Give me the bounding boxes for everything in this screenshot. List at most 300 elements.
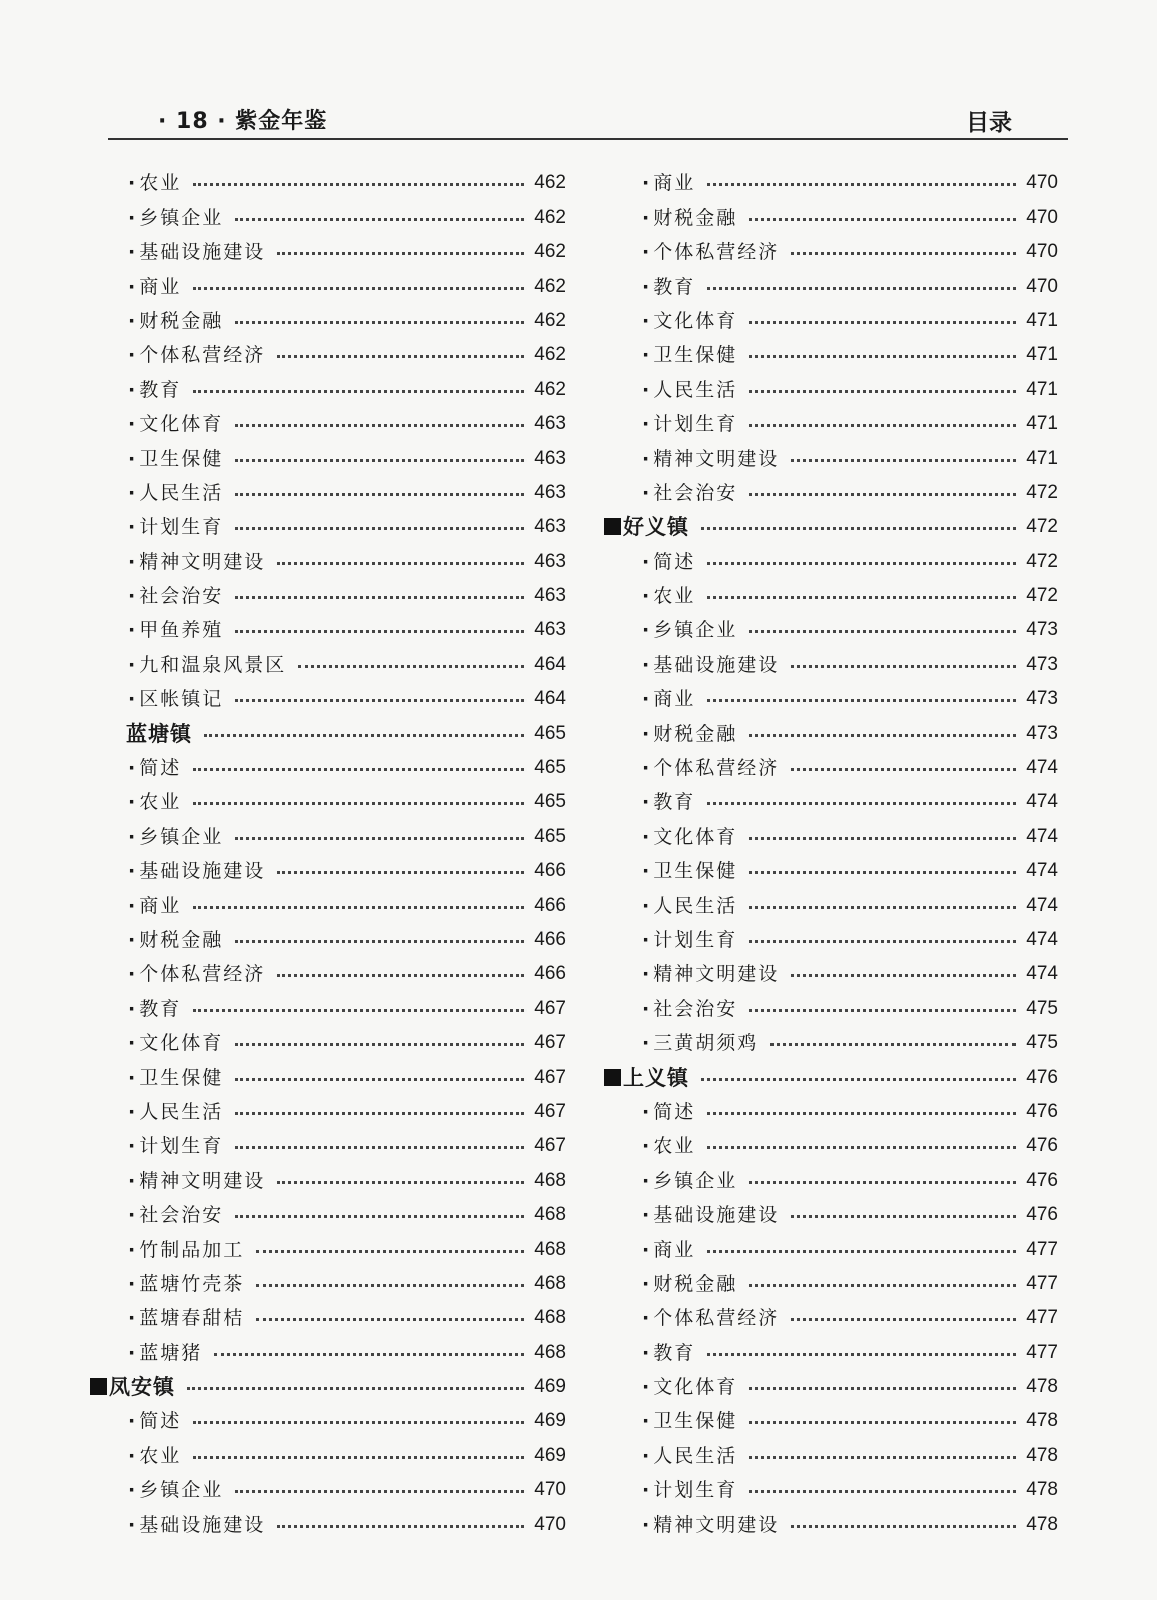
toc-page-number: 463 bbox=[534, 516, 566, 538]
toc-entry-title bbox=[604, 309, 737, 333]
toc-entry[interactable] bbox=[604, 1330, 1058, 1364]
toc-label-text: 基础设施建设 bbox=[139, 1513, 266, 1536]
toc-entry[interactable] bbox=[90, 677, 566, 711]
toc-entry-title bbox=[90, 550, 265, 574]
toc-entry-title bbox=[90, 790, 181, 814]
toc-entry-title bbox=[604, 1272, 737, 1296]
toc-page-number: 468 bbox=[534, 1204, 566, 1226]
toc-entry-title bbox=[90, 1238, 244, 1262]
toc-entry-title bbox=[90, 618, 223, 642]
toc-entry-title bbox=[604, 687, 695, 711]
toc-entry[interactable] bbox=[90, 1193, 566, 1227]
toc-entry-title bbox=[604, 378, 737, 402]
toc-entry[interactable] bbox=[90, 505, 566, 539]
toc-label-text: 上义镇 bbox=[623, 1065, 689, 1090]
toc-entry[interactable] bbox=[90, 746, 566, 780]
toc-page-number: 462 bbox=[534, 378, 566, 400]
toc-entry[interactable] bbox=[604, 299, 1058, 333]
dot-leader bbox=[791, 1318, 1016, 1321]
dot-leader bbox=[791, 974, 1016, 977]
toc-entry-title bbox=[90, 1341, 202, 1365]
toc-label-text: 商业 bbox=[653, 688, 696, 711]
dot-leader bbox=[256, 1318, 524, 1321]
toc-entry[interactable] bbox=[90, 986, 566, 1020]
toc-label-text: 蓝塘春甜桔 bbox=[139, 1307, 245, 1330]
toc-entry[interactable] bbox=[90, 1227, 566, 1261]
toc-entry-title bbox=[604, 343, 737, 367]
toc-label-text: 个体私营经济 bbox=[139, 344, 266, 367]
toc-label-text: 个体私营经济 bbox=[139, 963, 266, 986]
toc-label-text: 简述 bbox=[139, 1410, 182, 1433]
toc-entry-title bbox=[90, 1066, 223, 1090]
toc-label-text: 财税金融 bbox=[653, 722, 738, 745]
dot-leader bbox=[235, 1078, 524, 1081]
dot-leader bbox=[235, 1490, 524, 1493]
toc-page-number: 465 bbox=[534, 825, 566, 847]
toc-page-number: 472 bbox=[1026, 585, 1058, 607]
toc-entry-title bbox=[604, 275, 695, 299]
toc-page-number: 468 bbox=[534, 1272, 566, 1294]
toc-left-column bbox=[90, 161, 566, 1537]
toc-label-text: 农业 bbox=[139, 1444, 182, 1467]
dot-leader bbox=[204, 734, 524, 737]
toc-entry-title bbox=[90, 584, 223, 608]
toc-entry[interactable] bbox=[604, 1193, 1058, 1227]
toc-label-text: 商业 bbox=[653, 172, 696, 195]
toc-page-number: 474 bbox=[1026, 757, 1058, 779]
toc-label-text: 人民生活 bbox=[139, 1100, 224, 1123]
toc-entry[interactable] bbox=[604, 1365, 1058, 1399]
toc-page-number: 471 bbox=[1026, 378, 1058, 400]
toc-page-number: 469 bbox=[534, 1410, 566, 1432]
square-bullet-icon bbox=[604, 1069, 621, 1086]
toc-page-number: 467 bbox=[534, 997, 566, 1019]
dot-leader bbox=[791, 252, 1016, 255]
toc-label-text: 基础设施建设 bbox=[653, 653, 780, 676]
toc-entry[interactable] bbox=[604, 849, 1058, 883]
toc-entry-title bbox=[90, 1134, 223, 1158]
toc-entry[interactable] bbox=[90, 1399, 566, 1433]
toc-page-number: 476 bbox=[1026, 1169, 1058, 1191]
toc-entry-title bbox=[90, 343, 265, 367]
toc-entry[interactable] bbox=[90, 1296, 566, 1330]
toc-entry[interactable] bbox=[90, 539, 566, 573]
toc-entry[interactable] bbox=[604, 436, 1058, 470]
toc-entry[interactable] bbox=[90, 299, 566, 333]
toc-page-number: 474 bbox=[1026, 825, 1058, 847]
dot-leader bbox=[235, 218, 524, 221]
toc-label-text: 计划生育 bbox=[139, 1135, 224, 1158]
toc-entry[interactable] bbox=[604, 1468, 1058, 1502]
toc-entry-title bbox=[90, 378, 181, 402]
dot-leader bbox=[193, 183, 524, 186]
toc-label-text: 财税金融 bbox=[139, 928, 224, 951]
toc-entry[interactable] bbox=[90, 1158, 566, 1192]
toc-entry[interactable] bbox=[604, 918, 1058, 952]
toc-entry[interactable] bbox=[90, 608, 566, 642]
toc-entry-title bbox=[90, 447, 223, 471]
toc-page-number: 472 bbox=[1026, 550, 1058, 572]
toc-label-text: 人民生活 bbox=[653, 1444, 738, 1467]
toc-entry[interactable] bbox=[90, 230, 566, 264]
toc-label-text: 人民生活 bbox=[653, 894, 738, 917]
toc-entry-title bbox=[90, 1169, 265, 1193]
toc-entry[interactable] bbox=[604, 780, 1058, 814]
toc-entry[interactable] bbox=[90, 1262, 566, 1296]
toc-entry[interactable] bbox=[604, 746, 1058, 780]
toc-label-text: 简述 bbox=[653, 550, 696, 573]
toc-entry[interactable] bbox=[604, 195, 1058, 229]
toc-entry-title bbox=[90, 1100, 223, 1124]
toc-page-number: 464 bbox=[534, 688, 566, 710]
toc-page-number: 477 bbox=[1026, 1272, 1058, 1294]
toc-right-column bbox=[604, 161, 1058, 1537]
dot-leader bbox=[277, 562, 524, 565]
toc-entry-title bbox=[604, 1100, 695, 1124]
dot-leader bbox=[707, 699, 1016, 702]
toc-entry-title bbox=[604, 618, 737, 642]
square-bullet-icon bbox=[90, 1378, 107, 1395]
toc-entry-title bbox=[604, 653, 779, 677]
toc-entry-title bbox=[604, 481, 737, 505]
toc-page-number: 476 bbox=[1026, 1066, 1058, 1088]
toc-label-text: 精神文明建设 bbox=[653, 963, 780, 986]
toc-entry-title bbox=[604, 447, 779, 471]
dot-leader bbox=[235, 1043, 524, 1046]
toc-entry[interactable] bbox=[604, 1502, 1058, 1536]
dot-leader bbox=[235, 837, 524, 840]
toc-entry-title bbox=[604, 1169, 737, 1193]
dot-leader bbox=[214, 1353, 524, 1356]
toc-page-number: 478 bbox=[1026, 1479, 1058, 1501]
toc-entry[interactable] bbox=[604, 1399, 1058, 1433]
toc-entry[interactable] bbox=[604, 1433, 1058, 1467]
toc-entry-title bbox=[604, 240, 779, 264]
toc-entry[interactable] bbox=[604, 230, 1058, 264]
toc-label-text: 卫生保健 bbox=[139, 447, 224, 470]
dot-leader bbox=[791, 768, 1016, 771]
toc-entry-title bbox=[90, 206, 223, 230]
dot-leader bbox=[298, 665, 524, 668]
toc-entry[interactable] bbox=[90, 1124, 566, 1158]
toc-entry[interactable] bbox=[604, 677, 1058, 711]
toc-entry[interactable] bbox=[604, 608, 1058, 642]
dot-leader bbox=[277, 355, 524, 358]
dot-leader bbox=[791, 459, 1016, 462]
toc-entry[interactable] bbox=[90, 161, 566, 195]
toc-page-number: 470 bbox=[534, 1513, 566, 1535]
toc-page-number: 462 bbox=[534, 275, 566, 297]
toc-label-text: 简述 bbox=[139, 757, 182, 780]
toc-entry-title bbox=[90, 653, 286, 677]
toc-label-text: 农业 bbox=[139, 791, 182, 814]
dot-leader bbox=[749, 1421, 1016, 1424]
header-page-number-title: · 18 · 紫金年鉴 bbox=[158, 109, 328, 134]
toc-entry[interactable] bbox=[604, 367, 1058, 401]
toc-label-text: 教育 bbox=[653, 791, 696, 814]
toc-entry-title bbox=[604, 1375, 737, 1399]
toc-entry-title bbox=[604, 1031, 758, 1055]
toc-entry[interactable] bbox=[90, 642, 566, 676]
toc-entry[interactable] bbox=[90, 264, 566, 298]
dot-leader bbox=[277, 252, 524, 255]
toc-page-number: 474 bbox=[1026, 963, 1058, 985]
toc-label-text: 教育 bbox=[653, 1341, 696, 1364]
toc-section[interactable] bbox=[604, 505, 1058, 539]
square-bullet-icon bbox=[604, 518, 621, 535]
dot-leader bbox=[187, 1387, 524, 1390]
toc-entry-title bbox=[90, 275, 181, 299]
toc-entry[interactable] bbox=[90, 918, 566, 952]
toc-page-number: 462 bbox=[534, 241, 566, 263]
toc-page-number: 471 bbox=[1026, 309, 1058, 331]
toc-page-number: 463 bbox=[534, 550, 566, 572]
toc-entry-title bbox=[604, 1306, 779, 1330]
toc-entry[interactable] bbox=[90, 952, 566, 986]
dot-leader bbox=[749, 871, 1016, 874]
toc-label-text: 乡镇企业 bbox=[653, 619, 738, 642]
dot-leader bbox=[749, 1387, 1016, 1390]
toc-entry[interactable] bbox=[90, 471, 566, 505]
toc-page-number: 472 bbox=[1026, 516, 1058, 538]
dot-leader bbox=[235, 527, 524, 530]
toc-label-text: 文化体育 bbox=[653, 1376, 738, 1399]
dot-leader bbox=[235, 1215, 524, 1218]
dot-leader bbox=[235, 596, 524, 599]
toc-entry-title bbox=[604, 1513, 779, 1537]
toc-entry[interactable] bbox=[90, 883, 566, 917]
dot-leader bbox=[701, 527, 1016, 530]
toc-entry[interactable] bbox=[90, 1502, 566, 1536]
toc-entry-title bbox=[90, 1203, 223, 1227]
toc-entry-title bbox=[90, 515, 223, 539]
toc-label-text: 简述 bbox=[653, 1100, 696, 1123]
toc-label-text: 卫生保健 bbox=[653, 860, 738, 883]
dot-leader bbox=[256, 1284, 524, 1287]
dot-leader bbox=[749, 940, 1016, 943]
toc-entry-title bbox=[604, 790, 695, 814]
toc-page-number: 465 bbox=[534, 722, 566, 744]
toc-page-number: 473 bbox=[1026, 722, 1058, 744]
toc-entry[interactable] bbox=[604, 642, 1058, 676]
page-header bbox=[108, 104, 1068, 140]
toc-entry[interactable] bbox=[604, 1227, 1058, 1261]
toc-entry[interactable] bbox=[604, 1090, 1058, 1124]
toc-entry[interactable] bbox=[604, 711, 1058, 745]
toc-label-text: 乡镇企业 bbox=[139, 1479, 224, 1502]
toc-page-number: 471 bbox=[1026, 447, 1058, 469]
toc-label-text: 农业 bbox=[653, 1135, 696, 1158]
toc-entry-title bbox=[604, 894, 737, 918]
toc-entry[interactable] bbox=[90, 1090, 566, 1124]
toc-section[interactable] bbox=[90, 711, 566, 745]
toc-page-number: 463 bbox=[534, 585, 566, 607]
toc-entry-title bbox=[90, 1478, 223, 1502]
toc-page-number: 470 bbox=[1026, 275, 1058, 297]
toc-page-number: 462 bbox=[534, 309, 566, 331]
toc-page-number: 473 bbox=[1026, 688, 1058, 710]
toc-page-number: 469 bbox=[534, 1376, 566, 1398]
toc-entry-title bbox=[90, 894, 181, 918]
toc-entry[interactable] bbox=[604, 333, 1058, 367]
toc-label-text: 文化体育 bbox=[139, 1032, 224, 1055]
toc-page-number: 473 bbox=[1026, 619, 1058, 641]
toc-page-number: 466 bbox=[534, 928, 566, 950]
dot-leader bbox=[749, 1181, 1016, 1184]
toc-label-text: 计划生育 bbox=[653, 413, 738, 436]
toc-entry-title bbox=[604, 859, 737, 883]
toc-entry-title bbox=[604, 550, 695, 574]
toc-label-text: 基础设施建设 bbox=[139, 241, 266, 264]
dot-leader bbox=[193, 768, 524, 771]
dot-leader bbox=[235, 493, 524, 496]
toc-label-text: 教育 bbox=[139, 997, 182, 1020]
toc-entry[interactable] bbox=[604, 402, 1058, 436]
toc-entry[interactable] bbox=[604, 1158, 1058, 1192]
toc-entry-title bbox=[604, 722, 737, 746]
toc-label-text: 商业 bbox=[139, 894, 182, 917]
toc-entry[interactable] bbox=[90, 333, 566, 367]
toc-entry[interactable] bbox=[604, 952, 1058, 986]
toc-page-number: 462 bbox=[534, 172, 566, 194]
toc-entry-title bbox=[90, 1306, 244, 1330]
toc-entry-title bbox=[90, 1513, 265, 1537]
toc-entry[interactable] bbox=[90, 1433, 566, 1467]
toc-page-number: 476 bbox=[1026, 1135, 1058, 1157]
toc-label-text: 文化体育 bbox=[653, 309, 738, 332]
toc-label-text: 计划生育 bbox=[139, 516, 224, 539]
toc-label-text: 蓝塘竹壳茶 bbox=[139, 1272, 245, 1295]
toc-label-text: 区帐镇记 bbox=[139, 688, 224, 711]
toc-entry[interactable] bbox=[90, 402, 566, 436]
dot-leader bbox=[749, 630, 1016, 633]
dot-leader bbox=[235, 940, 524, 943]
toc-page-number: 478 bbox=[1026, 1410, 1058, 1432]
toc-entry[interactable] bbox=[90, 780, 566, 814]
toc-entry-title bbox=[90, 412, 223, 436]
toc-entry[interactable] bbox=[604, 1124, 1058, 1158]
toc-page-number: 463 bbox=[534, 447, 566, 469]
toc-page-number: 474 bbox=[1026, 894, 1058, 916]
toc-label-text: 商业 bbox=[139, 275, 182, 298]
toc-entry[interactable] bbox=[90, 1055, 566, 1089]
toc-page-number: 470 bbox=[534, 1479, 566, 1501]
toc-section[interactable] bbox=[90, 1365, 566, 1399]
dot-leader bbox=[235, 630, 524, 633]
toc-entry[interactable] bbox=[604, 986, 1058, 1020]
toc-entry[interactable] bbox=[90, 1021, 566, 1055]
toc-entry[interactable] bbox=[90, 814, 566, 848]
toc-label-text: 卫生保健 bbox=[139, 1066, 224, 1089]
toc-entry[interactable] bbox=[90, 1468, 566, 1502]
dot-leader bbox=[193, 1421, 524, 1424]
toc-entry[interactable] bbox=[604, 574, 1058, 608]
dot-leader bbox=[256, 1250, 524, 1253]
toc-label-text: 计划生育 bbox=[653, 928, 738, 951]
toc-entry-title bbox=[604, 1444, 737, 1468]
toc-label-text: 人民生活 bbox=[653, 378, 738, 401]
toc-label-text: 个体私营经济 bbox=[653, 757, 780, 780]
toc-section[interactable] bbox=[604, 1055, 1058, 1089]
toc-page-number: 469 bbox=[534, 1444, 566, 1466]
toc-entry-title bbox=[90, 928, 223, 952]
toc-page-number: 470 bbox=[1026, 206, 1058, 228]
toc-label-text: 蓝塘猪 bbox=[139, 1341, 203, 1364]
toc-page-number: 462 bbox=[534, 206, 566, 228]
toc-page-number: 475 bbox=[1026, 1032, 1058, 1054]
toc-page-number: 477 bbox=[1026, 1341, 1058, 1363]
dot-leader bbox=[235, 321, 524, 324]
toc-entry[interactable] bbox=[604, 471, 1058, 505]
toc-page-number: 465 bbox=[534, 757, 566, 779]
toc-entry[interactable] bbox=[604, 814, 1058, 848]
dot-leader bbox=[277, 974, 524, 977]
toc-entry[interactable] bbox=[90, 1330, 566, 1364]
dot-leader bbox=[707, 183, 1016, 186]
toc-entry[interactable] bbox=[604, 539, 1058, 573]
toc-entry-title bbox=[90, 859, 265, 883]
toc-entry[interactable] bbox=[90, 367, 566, 401]
toc-entry-title bbox=[604, 1238, 695, 1262]
toc-entry-title bbox=[90, 171, 181, 195]
toc-entry-title bbox=[90, 1272, 244, 1296]
toc-label-text: 文化体育 bbox=[653, 825, 738, 848]
dot-leader bbox=[749, 1456, 1016, 1459]
toc-label-text: 社会治安 bbox=[139, 1204, 224, 1227]
toc-entry[interactable] bbox=[604, 161, 1058, 195]
dot-leader bbox=[749, 424, 1016, 427]
toc-label-text: 教育 bbox=[653, 275, 696, 298]
toc-entry[interactable] bbox=[90, 849, 566, 883]
toc-page-number: 477 bbox=[1026, 1307, 1058, 1329]
dot-leader bbox=[749, 734, 1016, 737]
toc-label-text: 财税金融 bbox=[653, 206, 738, 229]
toc-entry[interactable] bbox=[90, 574, 566, 608]
toc-page-number: 468 bbox=[534, 1341, 566, 1363]
toc-page-number: 476 bbox=[1026, 1204, 1058, 1226]
dot-leader bbox=[749, 355, 1016, 358]
toc-entry-title bbox=[604, 825, 737, 849]
dot-leader bbox=[235, 424, 524, 427]
toc-label-text: 乡镇企业 bbox=[653, 1169, 738, 1192]
toc-entry-title bbox=[604, 756, 779, 780]
toc-entry[interactable] bbox=[604, 1262, 1058, 1296]
toc-entry[interactable] bbox=[604, 1021, 1058, 1055]
toc-page-number: 467 bbox=[534, 1066, 566, 1088]
toc-entry[interactable] bbox=[604, 264, 1058, 298]
toc-page-number: 466 bbox=[534, 894, 566, 916]
toc-entry-title bbox=[90, 962, 265, 986]
toc-entry-title bbox=[90, 309, 223, 333]
dot-leader bbox=[277, 871, 524, 874]
toc-entry[interactable] bbox=[604, 1296, 1058, 1330]
toc-label-text: 商业 bbox=[653, 1238, 696, 1261]
toc-label-text: 精神文明建设 bbox=[653, 1513, 780, 1536]
dot-leader bbox=[707, 287, 1016, 290]
toc-label-text: 甲鱼养殖 bbox=[139, 619, 224, 642]
toc-label-text: 基础设施建设 bbox=[653, 1204, 780, 1227]
toc-label-text: 社会治安 bbox=[653, 997, 738, 1020]
toc-entry[interactable] bbox=[90, 195, 566, 229]
toc-entry[interactable] bbox=[604, 883, 1058, 917]
toc-page-number: 467 bbox=[534, 1100, 566, 1122]
toc-page-number: 478 bbox=[1026, 1513, 1058, 1535]
toc-entry[interactable] bbox=[90, 436, 566, 470]
toc-page-number: 463 bbox=[534, 619, 566, 641]
toc-entry-title bbox=[604, 997, 737, 1021]
toc-page-number: 464 bbox=[534, 653, 566, 675]
dot-leader bbox=[707, 802, 1016, 805]
